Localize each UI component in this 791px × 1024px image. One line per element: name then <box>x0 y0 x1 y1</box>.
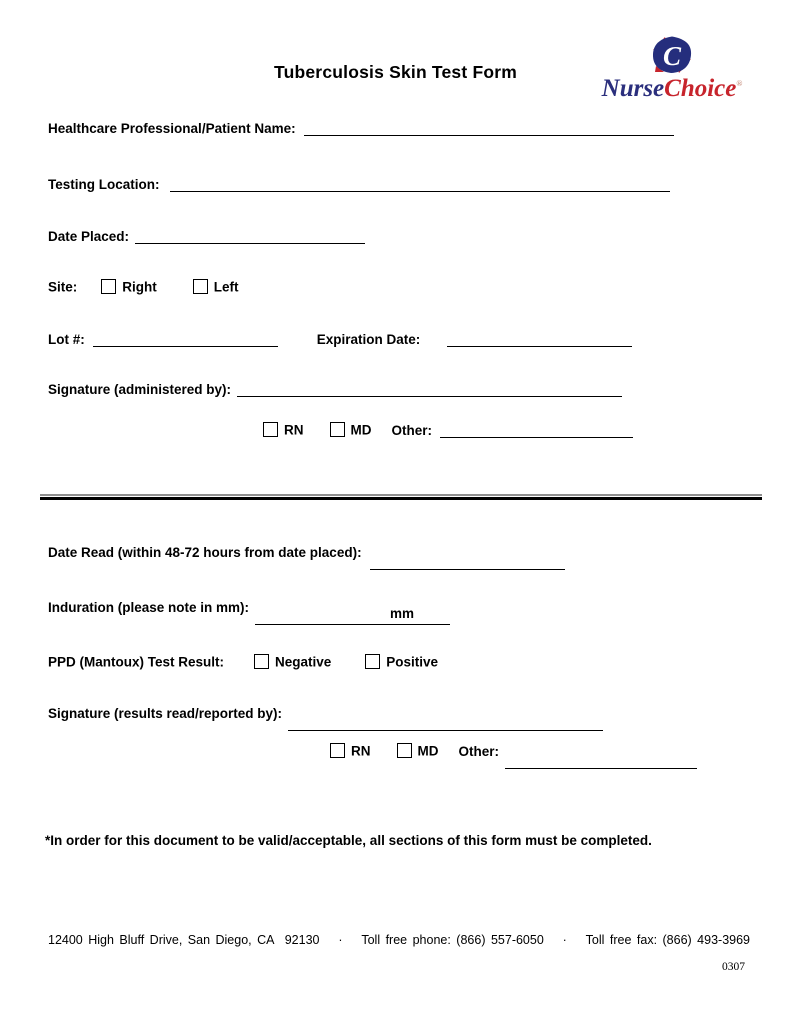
result-positive-checkbox[interactable] <box>365 654 380 669</box>
signature-administered-input-line[interactable] <box>237 383 622 397</box>
testing-location-label: Testing Location: <box>48 177 160 192</box>
date-placed-input-line[interactable] <box>135 230 365 244</box>
site-row <box>48 279 239 296</box>
section-divider <box>40 494 762 500</box>
date-read-input-line[interactable] <box>370 556 565 570</box>
read-other-input-line[interactable] <box>505 755 697 769</box>
page-title: Tuberculosis Skin Test Form <box>274 62 517 82</box>
admin-other-input-line[interactable] <box>440 424 633 438</box>
signature-read-label: Signature (results read/reported by): <box>48 706 283 721</box>
logo-nurse-text: Nurse <box>601 75 665 102</box>
form-revision-code: 0307 <box>722 961 745 973</box>
lot-expiration-row <box>48 332 632 348</box>
site-left-label: Left <box>213 279 239 295</box>
read-rn-checkbox[interactable] <box>330 743 345 758</box>
read-md-label: MD <box>417 743 439 759</box>
date-read-row <box>48 545 565 570</box>
admin-other-label: Other: <box>391 422 432 438</box>
nursechoice-logo <box>597 36 747 101</box>
induration-row <box>48 600 450 625</box>
footer-address: 12400 High Bluff Drive, San Diego, CA 92130 <box>48 933 320 947</box>
read-other-label: Other: <box>458 743 499 759</box>
footer-separator-2: · <box>562 933 567 947</box>
divider-thin-line <box>40 494 762 496</box>
site-left-checkbox[interactable] <box>193 279 208 294</box>
result-negative-label: Negative <box>275 654 332 670</box>
footer-phone: Toll free phone: (866) 557-6050 <box>361 933 544 947</box>
read-credentials-row <box>330 743 697 769</box>
signature-read-row <box>48 706 603 731</box>
name-row <box>48 121 674 137</box>
induration-label: Induration (please note in mm): <box>48 600 250 615</box>
signature-administered-label: Signature (administered by): <box>48 382 232 397</box>
date-read-label: Date Read (within 48-72 hours from date placed): <box>48 545 362 560</box>
divider-thick-line <box>40 497 762 500</box>
footer-separator-1: · <box>338 933 343 947</box>
expiration-date-label: Expiration Date: <box>316 332 421 347</box>
administered-credentials-row <box>263 422 633 439</box>
date-placed-row <box>48 229 365 245</box>
ppd-result-label: PPD (Mantoux) Test Result: <box>48 654 225 670</box>
registered-trademark-symbol: ® <box>736 79 743 88</box>
admin-rn-label: RN <box>284 422 304 438</box>
induration-input-line[interactable] <box>255 606 450 625</box>
logo-wordmark <box>597 76 747 101</box>
signature-administered-row <box>48 382 622 398</box>
read-md-checkbox[interactable] <box>397 743 412 758</box>
admin-rn-checkbox[interactable] <box>263 422 278 437</box>
logo-choice-text: Choice <box>664 75 737 102</box>
footer-fax: Toll free fax: (866) 493-3969 <box>585 933 750 947</box>
lot-number-label: Lot #: <box>48 332 85 347</box>
name-input-line[interactable] <box>304 122 674 136</box>
signature-read-input-line[interactable] <box>288 717 603 731</box>
logo-letter-c: C <box>662 41 682 71</box>
nursechoice-pinwheel-icon <box>650 36 694 74</box>
validity-note: *In order for this document to be valid/acceptable, all sections of this form must be completed. <box>45 833 652 848</box>
site-right-checkbox[interactable] <box>101 279 116 294</box>
date-placed-label: Date Placed: <box>48 229 130 244</box>
admin-md-label: MD <box>350 422 372 438</box>
result-positive-label: Positive <box>386 654 439 670</box>
site-label: Site: <box>48 279 78 295</box>
testing-location-row <box>48 177 670 193</box>
expiration-date-input-line[interactable] <box>447 333 632 347</box>
testing-location-input-line[interactable] <box>170 178 670 192</box>
footer-contact-line <box>48 933 750 947</box>
admin-md-checkbox[interactable] <box>330 422 345 437</box>
mm-unit-label: mm <box>390 606 415 621</box>
name-label: Healthcare Professional/Patient Name: <box>48 121 296 136</box>
read-rn-label: RN <box>351 743 371 759</box>
ppd-result-row <box>48 654 438 671</box>
lot-number-input-line[interactable] <box>93 333 278 347</box>
site-right-label: Right <box>122 279 157 295</box>
result-negative-checkbox[interactable] <box>254 654 269 669</box>
